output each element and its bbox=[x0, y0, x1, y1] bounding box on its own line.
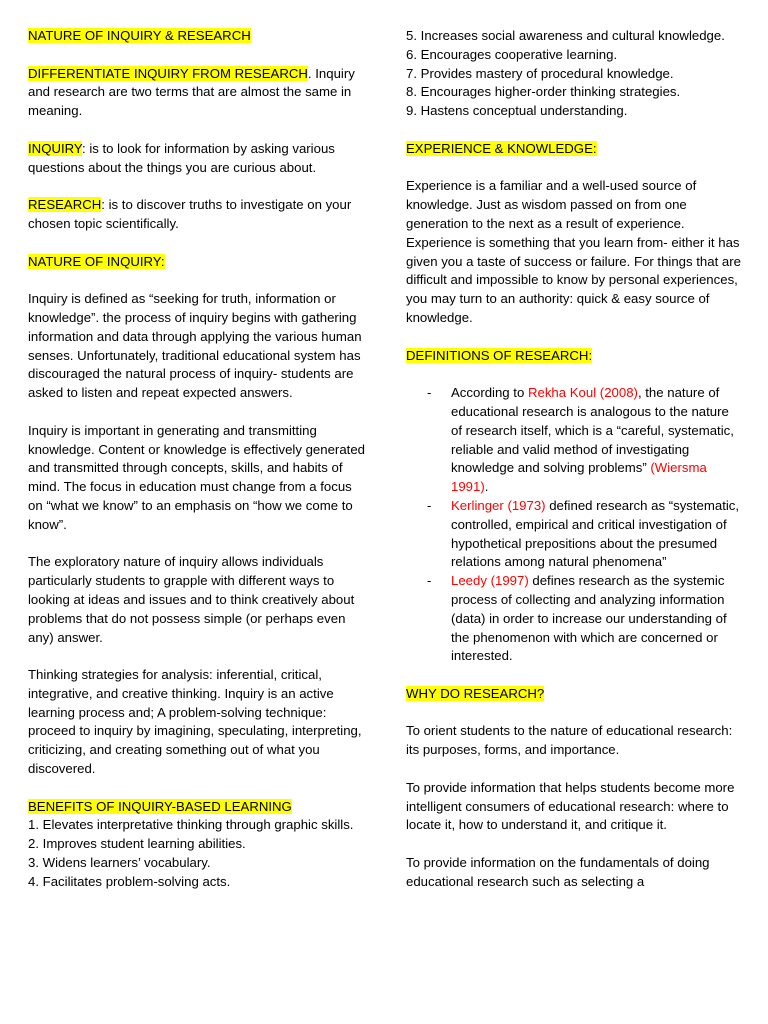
nature-paragraph-2: Inquiry is important in generating and transmitting knowledge. Content or knowledge is effectively generated and transmitted through concepts, skills, and habits of mind. The focus in education must change from a focus on “what we know” to an emphasis on “how we come to know”. bbox=[28, 422, 365, 532]
document-title-text: NATURE OF INQUIRY & RESEARCH bbox=[28, 28, 251, 43]
definition-post: . bbox=[484, 479, 489, 495]
experience-paragraph: Experience is a familiar and a well-used source of knowledge. Just as wisdom passed on from one generation to the next as a result of experience. Experience is something that you learn from- either it has given you a taste of success or failure. For things that are difficult and impossible to know by personal experiences, you may turn to an authority: quick & easy source of knowledge. bbox=[406, 178, 741, 325]
differentiate-heading-tail: . bbox=[307, 65, 312, 81]
benefit-item: 8. Encourages higher-order thinking strategies. bbox=[406, 84, 681, 100]
nature-heading bbox=[28, 253, 368, 272]
benefit-item: 2. Improves student learning abilities. bbox=[28, 836, 246, 852]
why-paragraph-2: To provide information that helps students become more intelligent consumers of educational research: where to locate it, how to understand it, and critique it. bbox=[406, 779, 735, 833]
definitions-list bbox=[406, 384, 742, 666]
definition-text: , the nature of educational research is analogous to the nature of research itself, which is a “careful, systematic, reliable and valid method of investigating knowledge and solving problems” bbox=[451, 385, 734, 476]
benefit-item: 6. Encourages cooperative learning. bbox=[406, 46, 618, 62]
citation: Leedy (1997) bbox=[451, 573, 529, 589]
research-def-text: : is to discover truths to investigate on your chosen topic scientifically. bbox=[28, 197, 352, 231]
why-paragraph-3: To provide information on the fundamentals of doing educational research such as selecting a bbox=[406, 855, 710, 889]
definition-item bbox=[406, 384, 742, 497]
bullet-dash: - bbox=[427, 497, 432, 513]
benefits-heading bbox=[28, 798, 368, 817]
bullet-dash: - bbox=[427, 573, 432, 589]
right-column bbox=[406, 27, 742, 892]
document-title bbox=[28, 27, 368, 46]
benefit-item: 4. Facilitates problem-solving acts. bbox=[28, 873, 231, 889]
definition-text: defines research as the systemic process of collecting and analyzing information (data) in order to increase our understanding of the phenomenon with which are concerned or interested. bbox=[451, 573, 727, 664]
experience-heading-text: EXPERIENCE & KNOWLEDGE: bbox=[406, 140, 597, 156]
benefit-item: 1. Elevates interpretative thinking through graphic skills. bbox=[28, 817, 354, 833]
citation: (Wiersma 1991) bbox=[451, 460, 707, 495]
research-term: RESEARCH bbox=[28, 197, 102, 213]
why-heading bbox=[406, 685, 742, 704]
nature-paragraph-1: Inquiry is defined as “seeking for truth, information or knowledge”. the process of inquiry begins with gathering information and data through applying the various human senses. Unfortunately, traditional educational system has discouraged the natural process of inquiry- students are asked to listen and repeat expected answers. bbox=[28, 291, 362, 401]
why-heading-text: WHY DO RESEARCH? bbox=[406, 685, 545, 701]
definitions-heading bbox=[406, 347, 742, 366]
differentiate-heading: DIFFERENTIATE INQUIRY FROM RESEARCH bbox=[28, 65, 308, 81]
bullet-dash: - bbox=[427, 385, 432, 401]
benefits-list-continued bbox=[406, 27, 742, 121]
definition-item bbox=[406, 497, 742, 572]
citation: Rekha Koul (2008) bbox=[527, 385, 638, 401]
definition-pre: According to bbox=[451, 385, 528, 401]
left-column bbox=[28, 27, 368, 892]
inquiry-definition bbox=[28, 140, 368, 178]
benefit-item: 9. Hastens conceptual understanding. bbox=[406, 103, 628, 119]
nature-paragraph-3: The exploratory nature of inquiry allows individuals particularly students to grapple with different ways to looking at ideas and issues and to think creatively about problems that do not possess simple (or perhaps even any) answer. bbox=[28, 554, 355, 645]
definitions-heading-text: DEFINITIONS OF RESEARCH: bbox=[406, 347, 593, 363]
experience-heading bbox=[406, 140, 742, 159]
benefit-item: 3. Widens learners’ vocabulary. bbox=[28, 855, 211, 871]
benefits-list bbox=[28, 816, 368, 891]
nature-heading-text: NATURE OF INQUIRY: bbox=[28, 253, 165, 269]
benefits-heading-text: BENEFITS OF INQUIRY-BASED LEARNING bbox=[28, 798, 292, 814]
nature-paragraph-4: Thinking strategies for analysis: inferential, critical, integrative, and creative thinking. Inquiry is an active learning process and; A problem-solving technique: proceed to inquiry by imagining, speculating, interpreting, criticizing, and creating something out of what you discovered. bbox=[28, 667, 362, 777]
inquiry-term: INQUIRY bbox=[28, 140, 82, 156]
differentiate-section bbox=[28, 65, 368, 121]
inquiry-def-text: : is to look for information by asking various questions about the things you are curious about. bbox=[28, 140, 335, 175]
definition-text: defined research as “systematic, controlled, empirical and critical investigation of hypothetical prepositions about the presumed relations among natural phenomena” bbox=[451, 497, 740, 570]
differentiate-text: Inquiry and research are two terms that are almost the same in meaning. bbox=[28, 65, 355, 119]
citation: Kerlinger (1973) bbox=[451, 497, 546, 513]
research-definition bbox=[28, 196, 368, 234]
benefit-item: 5. Increases social awareness and cultural knowledge. bbox=[406, 28, 725, 43]
benefit-item: 7. Provides mastery of procedural knowledge. bbox=[406, 65, 674, 81]
definition-item bbox=[406, 572, 742, 666]
why-paragraph-1: To orient students to the nature of educational research: its purposes, forms, and importance. bbox=[406, 723, 733, 758]
